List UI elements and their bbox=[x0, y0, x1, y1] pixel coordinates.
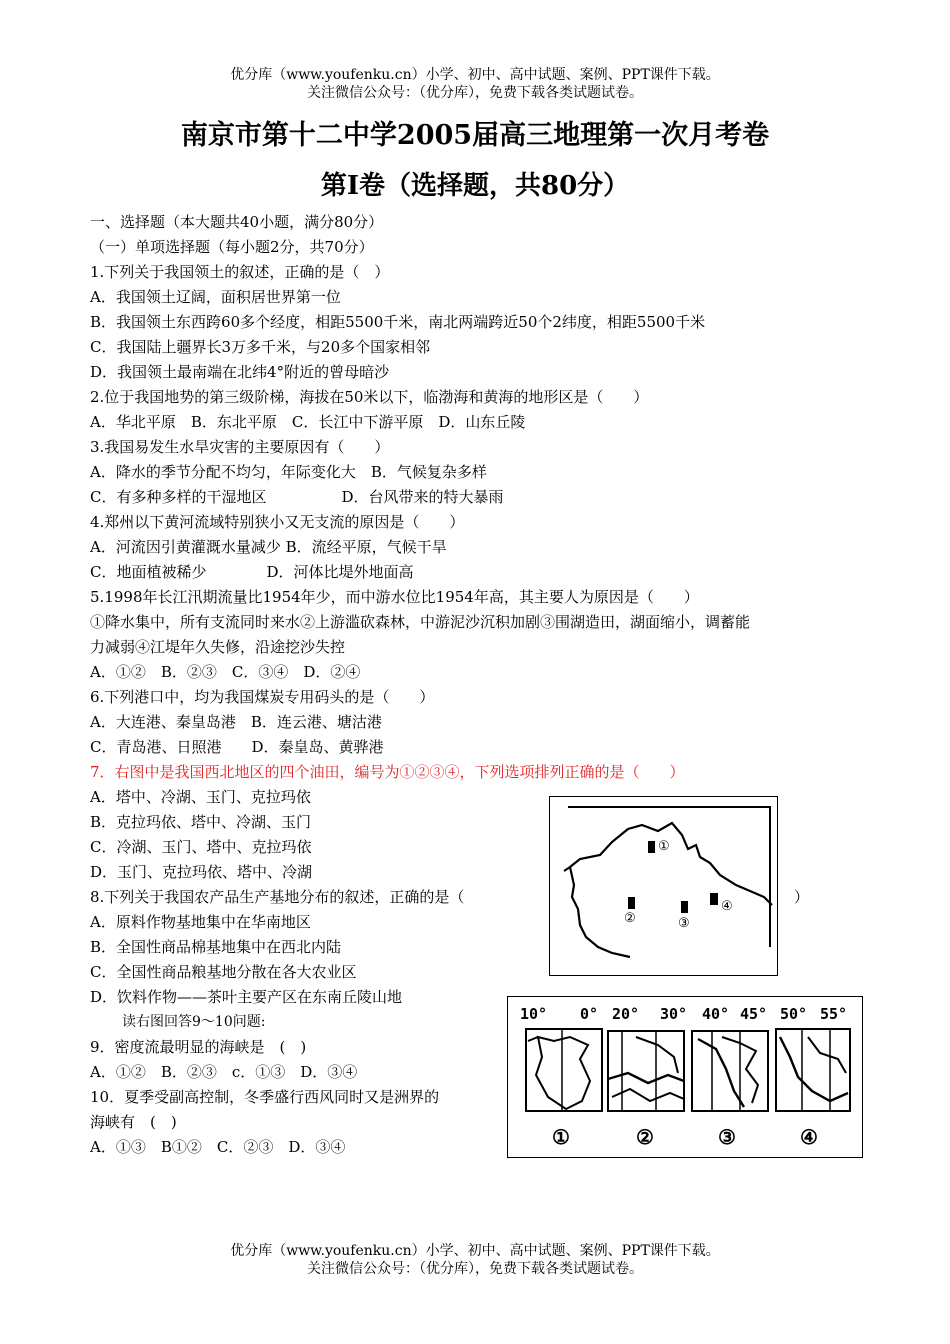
option-line: A．华北平原 B．东北平原 C．长江中下游平原 D．山东丘陵 bbox=[90, 413, 526, 431]
option-line: A．①③ B①② C．②③ D．③④ bbox=[90, 1138, 346, 1156]
question-1: 1.下列关于我国领土的叙述，正确的是（ ） bbox=[90, 263, 390, 281]
header-line-1: 优分库（www.youfenku.cn）小学、初中、高中试题、案例、PPT课件下载。 bbox=[230, 67, 720, 83]
question-8-close: ） bbox=[794, 888, 810, 906]
oilfield-mark-1: ① bbox=[658, 839, 670, 854]
degree-label: 55° bbox=[820, 1005, 848, 1023]
option-line: C．冷湖、玉门、塔中、克拉玛依 bbox=[90, 838, 312, 856]
option-line: A．原料作物基地集中在华南地区 bbox=[90, 913, 311, 931]
oilfield-map bbox=[549, 796, 778, 976]
text-line: 海峡有 ( ) bbox=[90, 1113, 177, 1131]
degree-label: 45° bbox=[740, 1005, 768, 1023]
option-line: C．地面植被稀少 D．河体比堤外地面高 bbox=[90, 563, 414, 581]
footer-line-2: 关注微信公众号：（优分库），免费下载各类试题试卷。 bbox=[307, 1261, 643, 1277]
option-line: C．全国性商品粮基地分散在各大农业区 bbox=[90, 963, 357, 981]
degree-label: 40° bbox=[702, 1005, 730, 1023]
degree-label: 10° bbox=[520, 1005, 548, 1023]
option-line: A．①② B．②③ c．①③ D．③④ bbox=[90, 1063, 358, 1081]
option-line: C．有多种多样的干湿地区 D．台风带来的特大暴雨 bbox=[90, 488, 504, 506]
option-line: A．降水的季节分配不均匀，年际变化大 B．气候复杂多样 bbox=[90, 463, 487, 481]
degree-label: 20° bbox=[612, 1005, 640, 1023]
option-line: B．全国性商品棉基地集中在西北内陆 bbox=[90, 938, 342, 956]
question-7: 7．右图中是我国西北地区的四个油田，编号为①②③④，下列选项排列正确的是（ ） bbox=[90, 763, 685, 781]
question-3: 3.我国易发生水旱灾害的主要原因有（ ） bbox=[90, 438, 390, 456]
option-line: A．大连港、秦皇岛港 B．连云港、塘沽港 bbox=[90, 713, 382, 731]
option-line: C．我国陆上疆界长3万多千米，与20多个国家相邻 bbox=[90, 338, 431, 356]
option-line: A．①② B．②③ C．③④ D．②④ bbox=[90, 663, 361, 681]
footer-line-1: 优分库（www.youfenku.cn）小学、初中、高中试题、案例、PPT课件下载。 bbox=[230, 1243, 720, 1259]
degree-label: 30° bbox=[660, 1005, 688, 1023]
section-title: 第Ⅰ卷（选择题，共80分） bbox=[320, 171, 630, 201]
strait-label-2: ② bbox=[636, 1125, 654, 1149]
text-line: ①降水集中，所有支流同时来水②上游滥砍森林，中游泥沙沉积加剧③围湖造田，湖面缩小，调蓄能 bbox=[90, 613, 751, 631]
oilfield-mark-3: ③ bbox=[678, 916, 690, 931]
option-line: D．饮料作物——茶叶主要产区在东南丘陵山地 bbox=[90, 988, 403, 1006]
strait-map bbox=[507, 996, 863, 1158]
option-line: B．我国领土东西跨60多个经度，相距5500千米，南北两端跨近50个2纬度，相距5500千米 bbox=[90, 313, 706, 331]
oilfield-map-outline bbox=[550, 797, 777, 975]
strait-label-3: ③ bbox=[718, 1125, 736, 1149]
strait-label-4: ④ bbox=[800, 1125, 818, 1149]
option-line: B．克拉玛依、塔中、冷湖、玉门 bbox=[90, 813, 312, 831]
question-8: 8.下列关于我国农产品生产基地分布的叙述，正确的是（ bbox=[90, 888, 465, 906]
degree-label: 50° bbox=[780, 1005, 808, 1023]
option-line: D．我国领土最南端在北纬4°附近的曾母暗沙 bbox=[90, 363, 390, 381]
option-line: A．塔中、冷湖、玉门、克拉玛依 bbox=[90, 788, 311, 806]
question-2: 2.位于我国地势的第三级阶梯，海拔在50米以下，临渤海和黄海的地形区是（ ） bbox=[90, 388, 649, 406]
map-instruction: 读右图回答9～10问题: bbox=[122, 1014, 266, 1030]
text-line: 力减弱④江堤年久失修，沿途挖沙失控 bbox=[90, 638, 346, 656]
text-line: （一）单项选择题（每小题2分，共70分） bbox=[90, 238, 374, 256]
header-line-2: 关注微信公众号：（优分库），免费下载各类试题试卷。 bbox=[307, 85, 643, 101]
question-10: 10．夏季受副高控制，冬季盛行西风同时又是洲界的 bbox=[90, 1088, 440, 1106]
strait-label-1: ① bbox=[552, 1125, 570, 1149]
question-4: 4.郑州以下黄河流域特别狭小又无支流的原因是（ ） bbox=[90, 513, 465, 531]
option-line: A．河流因引黄灌溉水量减少 B．流经平原，气候干旱 bbox=[90, 538, 447, 556]
question-6: 6.下列港口中，均为我国煤炭专用码头的是（ ） bbox=[90, 688, 435, 706]
oilfield-mark-2: ② bbox=[624, 911, 636, 926]
option-line: A．我国领土辽阔，面积居世界第一位 bbox=[90, 288, 341, 306]
option-line: D．玉门、克拉玛依、塔中、冷湖 bbox=[90, 863, 313, 881]
text-line: 一、选择题（本大题共40小题，满分80分） bbox=[90, 213, 384, 231]
oilfield-mark-4: ④ bbox=[721, 899, 733, 914]
question-5: 5.1998年长江汛期流量比1954年少，而中游水位比1954年高，其主要人为原因是（ ） bbox=[90, 588, 699, 606]
option-line: C．青岛港、日照港 D．秦皇岛、黄骅港 bbox=[90, 738, 384, 756]
exam-title: 南京市第十二中学2005届高三地理第一次月考卷 bbox=[180, 120, 770, 151]
question-9: 9．密度流最明显的海峡是 ( ) bbox=[90, 1038, 307, 1056]
degree-label: 0° bbox=[580, 1005, 599, 1023]
